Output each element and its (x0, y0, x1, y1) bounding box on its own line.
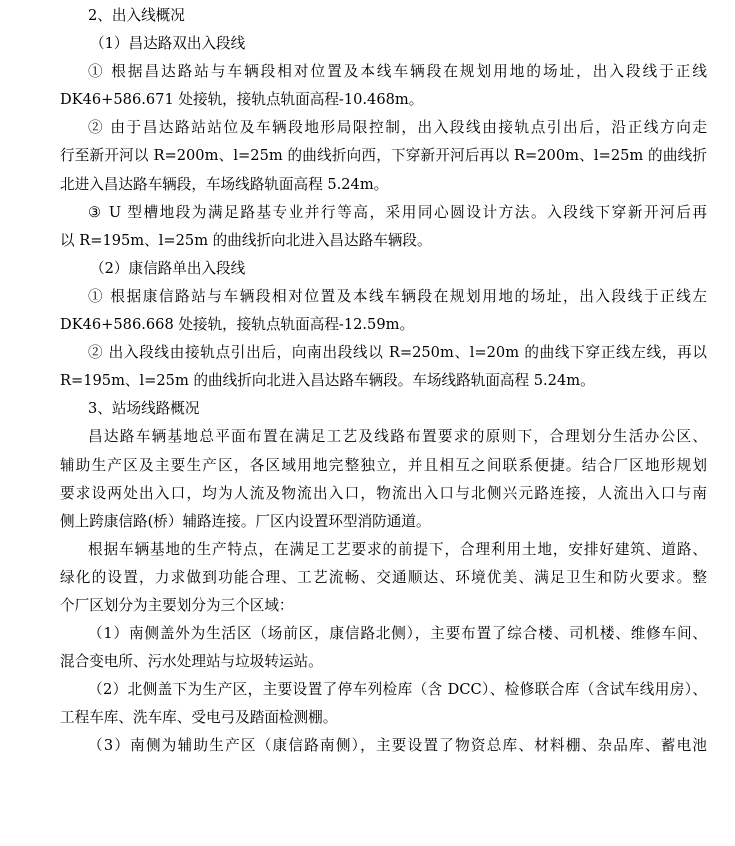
paragraph-line: 绿化的设置，力求做到功能合理、工艺流畅、交通顺达、环境优美、满足卫生和防火要求。整 (60, 568, 707, 586)
paragraph-line: （2）北侧盖下为生产区，主要设置了停车列检库（含 DCC）、检修联合库（含试车线用房）、 (88, 681, 707, 699)
paragraph-line: （1）南侧盖外为生活区（场前区，康信路北侧），主要布置了综合楼、司机楼、维修车间、 (88, 625, 707, 643)
subsection-heading: （2）康信路单出入段线 (90, 259, 246, 277)
paragraph-line: DK46+586.671 处接轨，接轨点轨面高程-10.468m。 (60, 91, 424, 109)
paragraph-line: 混合变电所、污水处理站与垃圾转运站。 (60, 653, 323, 671)
paragraph-line: 侧上跨康信路(桥）辅路连接。厂区内设置环型消防通道。 (60, 512, 431, 530)
paragraph-line: 根据车辆基地的生产特点，在满足工艺要求的前提下，合理利用土地，安排好建筑、道路、 (88, 540, 707, 558)
section-heading: 2、出入线概况 (88, 7, 185, 24)
paragraph-line: 辅助生产区及主要生产区，各区域用地完整独立，并且相互之间联系便捷。结合厂区地形规划 (60, 456, 707, 474)
paragraph-line: 要求设两处出入口，均为人流及物流出入口，物流出入口与北侧兴元路连接，人流出入口与南 (60, 484, 707, 502)
paragraph-line: （3）南侧为辅助生产区（康信路南侧），主要设置了物资总库、材料棚、杂品库、蓄电池 (88, 737, 707, 755)
paragraph-line: ② 由于昌达路站站位及车辆段地形局限控制，出入段线由接轨点引出后，沿正线方向走 (88, 119, 707, 137)
paragraph-line: DK46+586.668 处接轨，接轨点轨面高程-12.59m。 (60, 316, 415, 334)
paragraph-line: ② 出入段线由接轨点引出后，向南出段线以 R=250m、l=20m 的曲线下穿正线左线，再以 (88, 344, 707, 362)
paragraph-line: 以 R=195m、l=25m 的曲线折向北进入昌达路车辆段。 (60, 231, 432, 249)
subsection-heading: （1）昌达路双出入段线 (90, 35, 246, 53)
paragraph-line: 工程车库、洗车库、受电弓及踏面检测棚。 (60, 709, 338, 727)
paragraph-line: ③ U 型槽地段为满足路基专业并行等高，采用同心圆设计方法。入段线下穿新开河后再 (88, 203, 707, 221)
paragraph-line: 昌达路车辆基地总平面布置在满足工艺及线路布置要求的原则下，合理划分生活办公区、 (88, 428, 707, 446)
paragraph-line: 北进入昌达路车辆段，车场线路轨面高程 5.24m。 (60, 175, 389, 193)
section-heading: 3、站场线路概况 (88, 400, 200, 418)
paragraph-line: R=195m、l=25m 的曲线折向北进入昌达路车辆段。车场线路轨面高程 5.24m。 (60, 372, 595, 390)
paragraph-line: ① 根据昌达路站与车辆段相对位置及本线车辆段在规划用地的场址，出入段线于正线 (88, 63, 707, 81)
paragraph-line: 个厂区划分为主要划分为三个区域： (60, 596, 294, 614)
paragraph-line: 行至新开河以 R=200m、l=25m 的曲线折向西，下穿新开河后再以 R=200m、l=25m 的曲线折 (60, 147, 707, 165)
paragraph-line: ① 根据康信路站与车辆段相对位置及本线车辆段在规划用地的场址，出入段线于正线左 (88, 287, 707, 305)
